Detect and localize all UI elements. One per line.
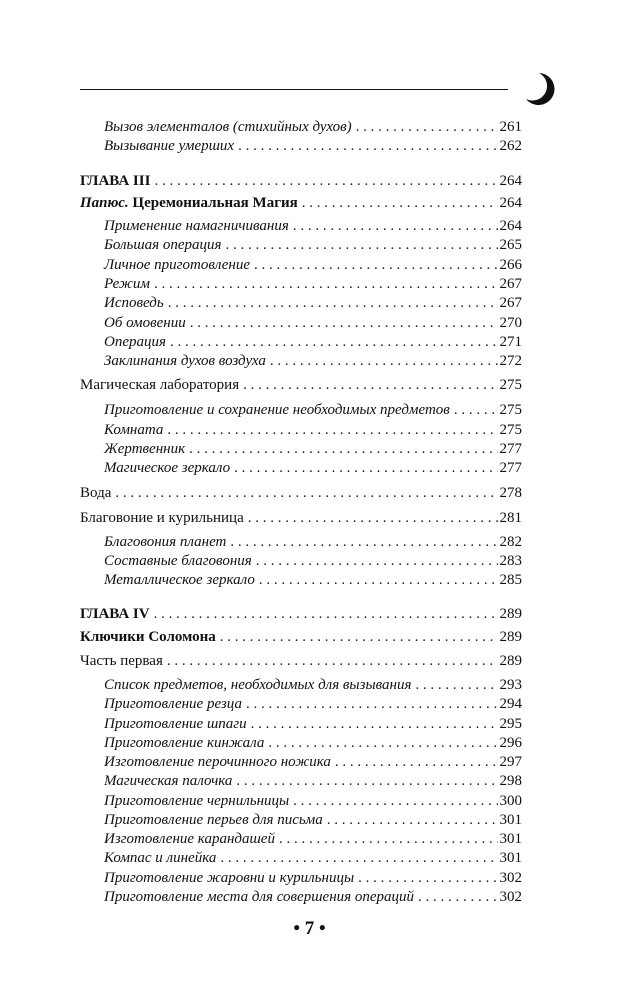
toc-leader-dots — [167, 421, 497, 439]
toc-entry-title: Магическое зеркало — [104, 460, 231, 476]
toc-leader-dots — [154, 275, 498, 293]
toc-leader-dots — [358, 869, 497, 887]
toc-entry — [104, 869, 522, 887]
toc-entry — [104, 275, 522, 293]
toc-entry-page: 301 — [499, 850, 522, 866]
toc-entry-title: Приготовление чернильницы — [104, 793, 290, 809]
toc-entry-page: 294 — [499, 696, 522, 712]
toc-entry-title: ГЛАВА IV — [80, 606, 150, 622]
toc-leader-dots — [251, 715, 498, 733]
toc-entry — [80, 605, 522, 623]
toc-entry-title: ГЛАВА III — [80, 173, 151, 189]
toc-leader-dots — [190, 314, 498, 332]
toc-entry-page: 277 — [499, 460, 522, 476]
toc-entry-page: 264 — [499, 195, 522, 211]
toc-entry-title: Приготовление и сохранение необходимых предметов — [104, 402, 450, 418]
toc-leader-dots — [243, 376, 497, 394]
toc-entry-page: 265 — [499, 237, 522, 253]
toc-leader-dots — [189, 440, 497, 458]
toc-entry-page: 262 — [499, 138, 522, 154]
toc-entry-title — [80, 194, 302, 212]
toc-entry-title: Вода — [80, 485, 112, 501]
toc-leader-dots — [154, 605, 498, 623]
toc-entry-title: Приготовление перьев для письма — [104, 812, 323, 828]
toc-entry-page: 302 — [499, 889, 522, 905]
header-rule — [80, 89, 508, 90]
toc-leader-dots — [168, 294, 498, 312]
toc-entry — [104, 849, 522, 867]
toc-leader-dots — [293, 792, 497, 810]
toc-leader-dots — [220, 849, 497, 867]
toc-entry-page: 289 — [499, 653, 522, 669]
toc-entry-page: 293 — [499, 677, 522, 693]
toc-leader-dots — [327, 811, 498, 829]
toc-entry — [104, 440, 522, 458]
toc-leader-dots — [256, 552, 498, 570]
toc-leader-dots — [230, 533, 497, 551]
toc-entry-page: 302 — [499, 870, 522, 886]
toc-entry — [80, 628, 522, 646]
toc-entry — [80, 509, 522, 527]
toc-leader-dots — [248, 509, 498, 527]
toc-leader-dots — [270, 352, 498, 370]
toc-entry-page: 298 — [499, 773, 522, 789]
toc-leader-dots — [254, 256, 497, 274]
toc-entry — [80, 484, 522, 502]
toc-entry-page: 261 — [499, 119, 522, 135]
toc-entry-page: 289 — [499, 629, 522, 645]
toc-leader-dots — [238, 137, 497, 155]
toc-entry-title: Заклинания духов воздуха — [104, 353, 266, 369]
toc-entry-page: 301 — [499, 831, 522, 847]
toc-entry — [104, 552, 522, 570]
toc-entry-title: Применение намагничивания — [104, 218, 289, 234]
toc-entry-page: 275 — [499, 402, 522, 418]
toc-entry-title: Приготовление места для совершения операций — [104, 889, 415, 905]
toc-entry — [104, 314, 522, 332]
toc-entry — [104, 811, 522, 829]
toc-entry-page: 282 — [499, 534, 522, 550]
toc-entry — [104, 571, 522, 589]
toc-entry-title: Магическая лаборатория — [80, 377, 240, 393]
toc-entry-title: Большая операция — [104, 237, 222, 253]
toc-leader-dots — [220, 628, 498, 646]
toc-entry-title: Вызывание умерших — [104, 138, 235, 154]
toc-entry-title: Операция — [104, 334, 166, 350]
toc-entry — [104, 217, 522, 235]
toc-entry-page: 275 — [499, 422, 522, 438]
toc-entry-page: 283 — [499, 553, 522, 569]
toc-entry — [104, 772, 522, 790]
toc-entry — [104, 734, 522, 752]
toc-entry — [104, 533, 522, 551]
toc-entry — [104, 695, 522, 713]
toc-entry — [104, 753, 522, 771]
toc-leader-dots — [115, 484, 497, 502]
toc-entry-page: 295 — [499, 716, 522, 732]
toc-entry-page: 267 — [499, 276, 522, 292]
toc-entry — [80, 376, 522, 394]
toc-entry-page: 270 — [499, 315, 522, 331]
toc-entry-title: Об омовении — [104, 315, 186, 331]
toc-entry-page: 264 — [499, 218, 522, 234]
toc-entry-title: Вызов элементалов (стихийных духов) — [104, 119, 352, 135]
crescent-moon-icon — [522, 72, 556, 106]
toc-entry — [80, 194, 522, 212]
toc-leader-dots — [356, 118, 498, 136]
toc-entry-title: Часть первая — [80, 653, 163, 669]
toc-entry-title: Компас и линейка — [104, 850, 217, 866]
toc-entry-page: 301 — [499, 812, 522, 828]
toc-entry-title: Приготовление шпаги — [104, 716, 247, 732]
toc-entry — [104, 256, 522, 274]
toc-entry-page: 271 — [499, 334, 522, 350]
toc-entry-title: Личное приготовление — [104, 257, 251, 273]
toc-entry — [104, 421, 522, 439]
toc-leader-dots — [454, 401, 498, 419]
toc-entry-page: 281 — [499, 510, 522, 526]
toc-leader-dots — [236, 772, 497, 790]
toc-entry-page: 278 — [499, 485, 522, 501]
toc-entry-title: Ключики Соломона — [80, 629, 216, 645]
toc-leader-dots — [246, 695, 498, 713]
toc-entry — [104, 888, 522, 906]
toc-entry-page: 264 — [499, 173, 522, 189]
toc-leader-dots — [268, 734, 497, 752]
toc-entry-title: Комната — [104, 422, 164, 438]
toc-entry — [104, 676, 522, 694]
toc-entry-title: Приготовление резца — [104, 696, 242, 712]
toc-entry-page: 275 — [499, 377, 522, 393]
toc-entry — [104, 294, 522, 312]
toc-entry-page: 289 — [499, 606, 522, 622]
toc-entry-title: Режим — [104, 276, 150, 292]
toc-entry — [80, 172, 522, 190]
toc-entry — [104, 137, 522, 155]
toc-entry-title: Составные благовония — [104, 553, 252, 569]
toc-leader-dots — [154, 172, 497, 190]
toc-entry-title: Благовония планет — [104, 534, 227, 550]
toc-entry — [104, 118, 522, 136]
toc-leader-dots — [293, 217, 498, 235]
toc-leader-dots — [259, 571, 498, 589]
toc-entry — [104, 352, 522, 370]
toc-leader-dots — [335, 753, 498, 771]
toc-entry-page: 277 — [499, 441, 522, 457]
toc-entry-title: Приготовление кинжала — [104, 735, 265, 751]
toc-entry-page: 272 — [499, 353, 522, 369]
toc-leader-dots — [302, 194, 498, 212]
toc-entry-page: 266 — [499, 257, 522, 273]
toc-entry-title: Изготовление карандашей — [104, 831, 275, 847]
toc-entry-page: 267 — [499, 295, 522, 311]
toc-entry-page: 296 — [499, 735, 522, 751]
toc-entry-title: Приготовление жаровни и курильницы — [104, 870, 355, 886]
toc-leader-dots — [226, 236, 498, 254]
toc-entry — [104, 715, 522, 733]
toc-entry — [104, 401, 522, 419]
toc-entry — [104, 459, 522, 477]
toc-entry-page: 297 — [499, 754, 522, 770]
page-number: • 7 • — [293, 918, 326, 939]
toc-entry-page: 300 — [499, 793, 522, 809]
toc-entry — [104, 333, 522, 351]
toc-entry — [80, 652, 522, 670]
toc-entry — [104, 792, 522, 810]
toc-leader-dots — [415, 676, 497, 694]
toc-leader-dots — [170, 333, 498, 351]
toc-leader-dots — [234, 459, 497, 477]
toc-entry-page: 285 — [499, 572, 522, 588]
toc-entry-title: Исповедь — [104, 295, 164, 311]
toc-entry-title: Магическая палочка — [104, 773, 233, 789]
toc-entry-title-text: Церемониальная Магия — [132, 195, 298, 211]
toc-entry — [104, 236, 522, 254]
toc-entry — [104, 830, 522, 848]
toc-leader-dots — [279, 830, 498, 848]
toc-entry-title: Список предметов, необходимых для вызывания — [104, 677, 412, 693]
toc-entry-title: Металлическое зеркало — [104, 572, 255, 588]
toc-entry-title: Изготовление перочинного ножика — [104, 754, 331, 770]
toc-entry-author: Папюс. — [80, 195, 129, 211]
toc-entry-title: Благовоние и курильница — [80, 510, 244, 526]
toc-entry-title: Жертвенник — [104, 441, 186, 457]
toc-leader-dots — [167, 652, 498, 670]
toc-leader-dots — [418, 888, 497, 906]
